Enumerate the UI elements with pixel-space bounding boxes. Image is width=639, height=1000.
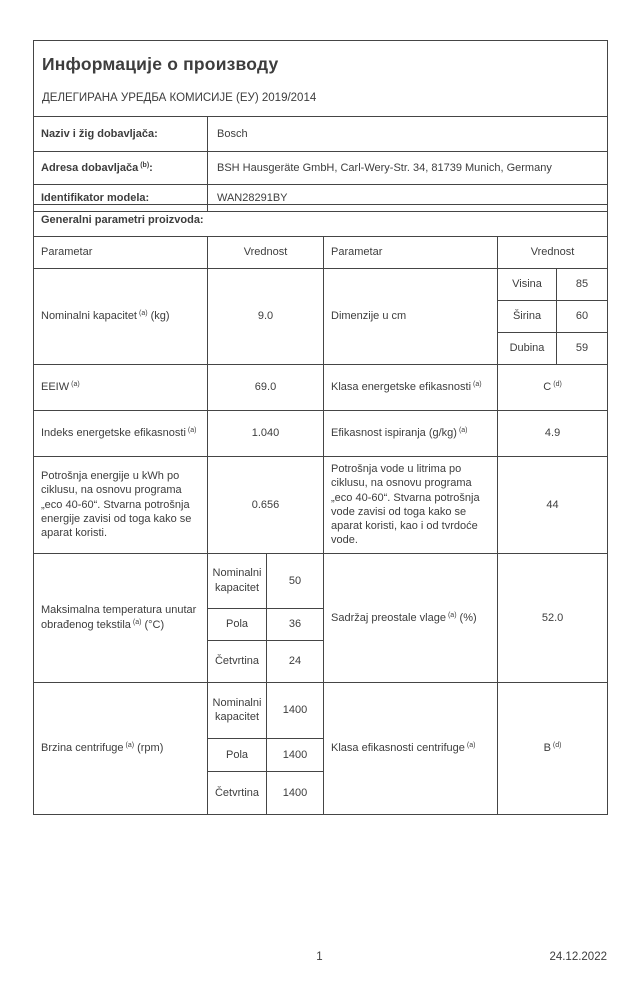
residual-moisture-unit: (%) [459, 611, 477, 624]
max-temp-label-text: Maksimalna temperatura unutar obrađenog tekstila [41, 604, 197, 631]
section-title-row [34, 205, 608, 237]
dimension-value-width: 60 [557, 301, 608, 333]
footnote-sup-d: (d) [552, 742, 562, 750]
footnote-sup-a: (a) [71, 381, 80, 389]
supplier-address-row [34, 151, 608, 184]
supplier-name-value: Bosch [208, 116, 608, 151]
supplier-address-label-text: Adresa dobavljača [41, 161, 139, 174]
footnote-sup-a: (a) [447, 611, 457, 619]
eeiw-energyclass-row [34, 365, 608, 411]
energy-consumption-label: Potrošnja energije u kWh po ciklusu, na osnovu programa „eco 40-60“. Stvarna potrošnja energije zavisi od toga kako se aparat koristi. [34, 457, 208, 554]
spin-subname-nominal: Nominalni kapacitet [208, 682, 267, 738]
spin-subvalue-quarter: 1400 [267, 771, 324, 814]
residual-moisture-value: 52.0 [498, 553, 608, 682]
supplier-address-value: BSH Hausgeräte GmbH, Carl-Wery-Str. 34, 81739 Munich, Germany [208, 151, 608, 184]
eei-value: 1.040 [208, 411, 324, 457]
header-parametar-left: Parametar [34, 237, 208, 269]
title-cell [34, 41, 608, 117]
eeiw-label [34, 365, 208, 411]
section-title: Generalni parametri proizvoda: [34, 205, 608, 237]
spin-speed-label [34, 682, 208, 814]
max-temp-subvalue-half: 36 [267, 608, 324, 640]
spin-speed-unit: (rpm) [137, 742, 164, 755]
spin-row [34, 682, 608, 738]
page-title: Информације о производу [42, 54, 279, 74]
footnote-sup-b: (b) [140, 161, 150, 169]
energy-consumption-value: 0.656 [208, 457, 324, 554]
spin-subname-half: Pola [208, 738, 267, 771]
capacity-dimensions-row [34, 269, 608, 301]
rinsing-label [324, 411, 498, 457]
regulation-subtitle: ДЕЛЕГИРАНА УРЕДБА КОМИСИЈЕ (ЕУ) 2019/2014 [42, 91, 317, 104]
max-temp-label [34, 553, 208, 682]
eeiw-value: 69.0 [208, 365, 324, 411]
spin-class-label-text: Klasa efikasnosti centrifuge [331, 742, 465, 755]
eei-label [34, 411, 208, 457]
energy-class-value [498, 365, 608, 411]
max-temp-subvalue-quarter: 24 [267, 640, 324, 682]
rinsing-value: 4.9 [498, 411, 608, 457]
model-id-value: WAN28291BY [208, 184, 608, 211]
footnote-sup-a: (a) [466, 742, 476, 750]
water-consumption-label: Potrošnja vode u litrima po ciklusu, na osnovu programa „eco 40-60“. Stvarna potrošnja vode zavisi od toga kako se aparat koristi, kao i od tvrdoće vode. [324, 457, 498, 554]
supplier-info-table [33, 40, 608, 212]
consumption-row [34, 457, 608, 554]
supplier-address-label [34, 151, 208, 184]
capacity-value: 9.0 [208, 269, 324, 365]
title-row [34, 41, 608, 117]
energy-class-letter: C [543, 381, 552, 394]
footnote-sup-a: (a) [458, 427, 468, 435]
supplier-name-row [34, 116, 608, 151]
footnote-sup-a: (a) [187, 427, 197, 435]
eei-label-text: Indeks energetske efikasnosti [41, 427, 186, 440]
max-temp-subvalue-nominal: 50 [267, 553, 324, 608]
dimensions-label: Dimenzije u cm [324, 269, 498, 365]
dimension-value-depth: 59 [557, 333, 608, 365]
rinsing-label-text: Efikasnost ispiranja (g/kg) [331, 427, 457, 440]
spin-subvalue-half: 1400 [267, 738, 324, 771]
dimension-value-height: 85 [557, 269, 608, 301]
capacity-label [34, 269, 208, 365]
max-temp-subname-quarter: Četvrtina [208, 640, 267, 682]
footer-date: 24.12.2022 [549, 951, 607, 963]
footnote-sup-a: (a) [473, 381, 482, 389]
column-header-row [34, 237, 608, 269]
capacity-unit: (kg) [150, 310, 170, 323]
footnote-sup-d: (d) [553, 381, 562, 389]
maxtemp-moisture-row [34, 553, 608, 608]
spin-class-letter: B [543, 742, 551, 755]
dimension-name-height: Visina [498, 269, 557, 301]
eei-rinsing-row [34, 411, 608, 457]
supplier-address-colon: : [149, 161, 153, 174]
max-temp-unit: (°C) [144, 618, 165, 631]
eeiw-label-text: EEIW [41, 381, 70, 394]
spin-speed-label-text: Brzina centrifuge [41, 742, 124, 755]
dimension-name-width: Širina [498, 301, 557, 333]
header-parametar-right: Parametar [324, 237, 498, 269]
spin-subname-quarter: Četvrtina [208, 771, 267, 814]
header-vrednost-right: Vrednost [498, 237, 608, 269]
energy-class-label-text: Klasa energetske efikasnosti [331, 381, 472, 394]
footnote-sup-a: (a) [125, 742, 135, 750]
max-temp-subname-nominal: Nominalni kapacitet [208, 553, 267, 608]
header-vrednost-left: Vrednost [208, 237, 324, 269]
footnote-sup-a: (a) [139, 310, 148, 318]
water-consumption-value: 44 [498, 457, 608, 554]
spin-class-label [324, 682, 498, 814]
residual-moisture-label [324, 553, 498, 682]
page-number: 1 [316, 951, 323, 963]
footnote-sup-a: (a) [132, 618, 142, 626]
residual-moisture-label-text: Sadržaj preostale vlage [331, 611, 446, 624]
energy-class-label [324, 365, 498, 411]
dimension-name-depth: Dubina [498, 333, 557, 365]
model-id-label: Identifikator modela: [34, 184, 208, 211]
max-temp-subname-half: Pola [208, 608, 267, 640]
supplier-name-label: Naziv i žig dobavljača: [34, 116, 208, 151]
capacity-label-text: Nominalni kapacitet [41, 310, 137, 323]
general-parameters-table [33, 204, 608, 815]
spin-subvalue-nominal: 1400 [267, 682, 324, 738]
spin-class-value [498, 682, 608, 814]
